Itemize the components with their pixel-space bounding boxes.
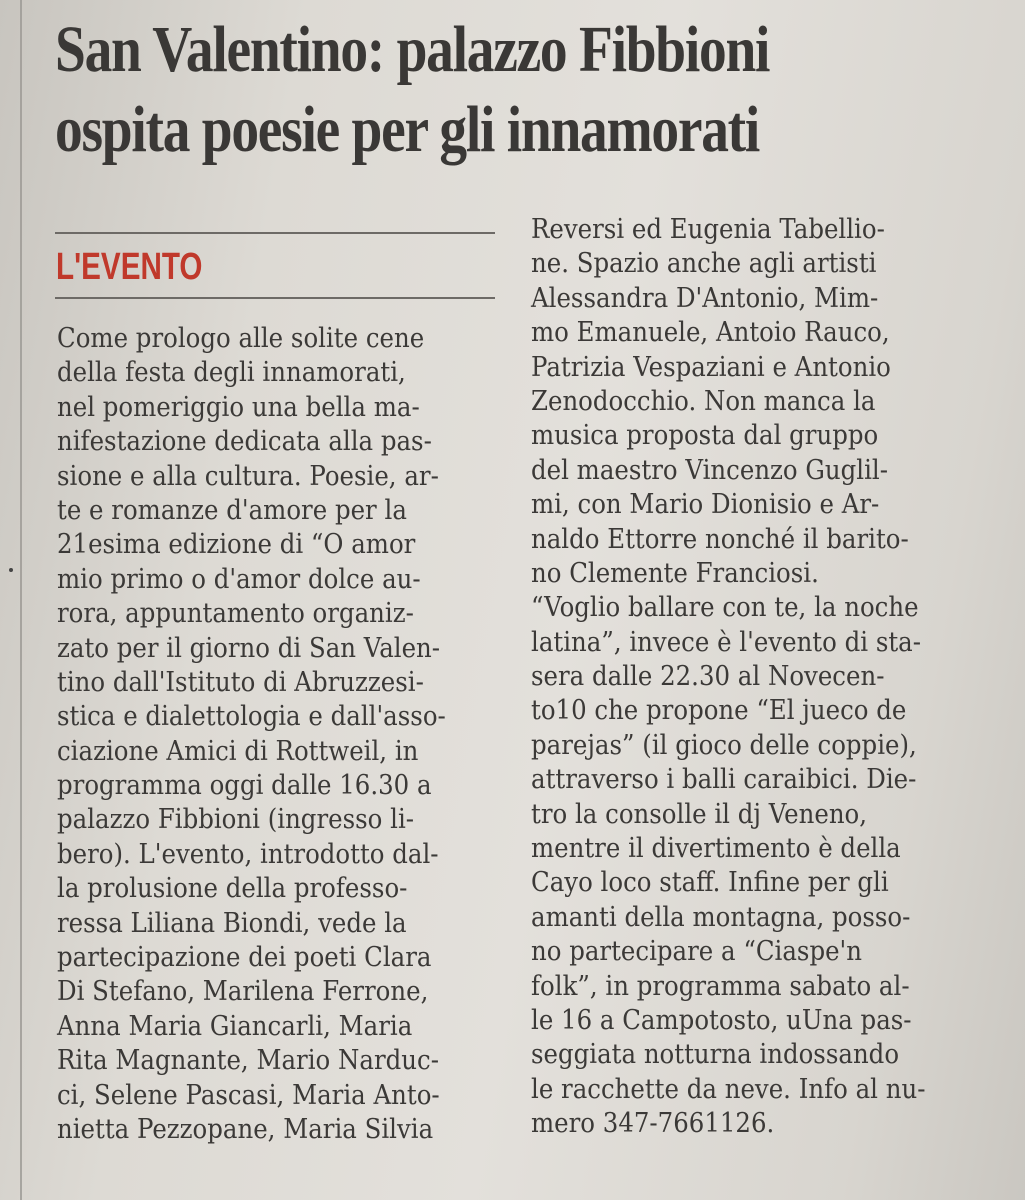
section-rule-top	[55, 232, 495, 234]
section-label: L'EVENTO	[56, 246, 203, 288]
text-line: “Voglio ballare con te, la noche	[531, 592, 919, 624]
section-rule-bottom	[55, 297, 495, 299]
text-line: le racchette da neve. Info al nu-	[531, 1073, 926, 1105]
print-mark	[9, 568, 13, 572]
text-line: mio primo o d'amor dolce au-	[57, 563, 421, 595]
text-line: amanti della montagna, posso-	[531, 901, 911, 933]
text-line: Rita Magnante, Mario Narduc-	[57, 1045, 439, 1077]
text-line: rora, appuntamento organiz-	[57, 598, 414, 630]
text-line: stica e dialettologia e dall'asso-	[57, 701, 446, 733]
article-headline	[55, 10, 845, 170]
article-column-left	[57, 322, 497, 1147]
text-line: Come prologo alle solite cene	[57, 323, 425, 354]
text-line: nietta Pezzopane, Maria Silvia	[57, 1113, 434, 1145]
text-line: Anna Maria Giancarli, Maria	[57, 1010, 413, 1042]
headline-line-2: ospita poesie per gli innamorati	[55, 93, 760, 166]
text-line: Zenodocchio. Non manca la	[531, 385, 876, 417]
text-line: palazzo Fibbioni (ingresso li-	[57, 804, 415, 836]
text-line: tro la consolle il dj Veneno,	[531, 798, 868, 830]
text-line: tino dall'Istituto di Abruzzesi-	[57, 666, 424, 698]
text-line: sione e alla cultura. Poesie, ar-	[57, 460, 439, 492]
text-line: ressa Liliana Biondi, vede la	[57, 907, 407, 939]
headline-line-1: San Valentino: palazzo Fibbioni	[55, 13, 770, 86]
text-line: sera dalle 22.30 al Novecen-	[531, 661, 885, 693]
text-line: Reversi ed Eugenia Tabellio-	[531, 214, 885, 245]
text-line: nel pomeriggio una bella ma-	[57, 391, 420, 423]
article-column-right	[531, 213, 991, 1142]
text-line: te e romanze d'amore per la	[57, 494, 407, 526]
text-line: naldo Ettorre nonché il barito-	[531, 523, 909, 555]
text-line: della festa degli innamorati,	[57, 357, 406, 389]
text-line: Di Stefano, Marilena Ferrone,	[57, 976, 429, 1008]
text-line: del maestro Vincenzo Guglil-	[531, 454, 889, 486]
page-fold-line	[20, 0, 22, 1200]
text-line: ciazione Amici di Rottweil, in	[57, 735, 419, 767]
text-line: 21esima edizione di “O amor	[57, 529, 416, 561]
text-line: Cayo loco staff. Infine per gli	[531, 867, 889, 899]
text-line: programma oggi dalle 16.30 a	[57, 770, 432, 802]
text-line: no Clemente Franciosi.	[531, 557, 819, 589]
text-line: la prolusione della professo-	[57, 873, 408, 905]
text-line: le 16 a Campotosto, uUna pas-	[531, 1004, 912, 1036]
text-line: parejas” (il gioco delle coppie),	[531, 729, 917, 761]
text-line: folk”, in programma sabato al-	[531, 970, 910, 1002]
text-line: mero 347-7661126.	[531, 1108, 775, 1140]
text-line: mi, con Mario Dionisio e Ar-	[531, 489, 880, 521]
text-line: Alessandra D'Antonio, Mim-	[531, 282, 879, 314]
text-line: to10 che propone “El jueco de	[531, 695, 907, 727]
text-line: mo Emanuele, Antoio Rauco,	[531, 317, 890, 349]
text-line: partecipazione dei poeti Clara	[57, 942, 432, 974]
text-line: bero). L'evento, introdotto dal-	[57, 838, 439, 870]
text-line: zato per il giorno di San Valen-	[57, 632, 441, 664]
text-line: nifestazione dedicata alla pas-	[57, 426, 432, 458]
text-line: latina”, invece è l'evento di sta-	[531, 626, 922, 658]
text-line: seggiata notturna indossando	[531, 1039, 900, 1071]
text-line: ne. Spazio anche agli artisti	[531, 248, 877, 280]
text-line: attraverso i balli caraibici. Die-	[531, 764, 917, 796]
text-line: musica proposta dal gruppo	[531, 420, 879, 452]
text-line: mentre il divertimento è della	[531, 833, 901, 865]
text-line: Patrizia Vespaziani e Antonio	[531, 351, 891, 383]
text-line: no partecipare a “Ciaspe'n	[531, 936, 863, 968]
text-line: ci, Selene Pascasi, Maria Anto-	[57, 1079, 440, 1111]
